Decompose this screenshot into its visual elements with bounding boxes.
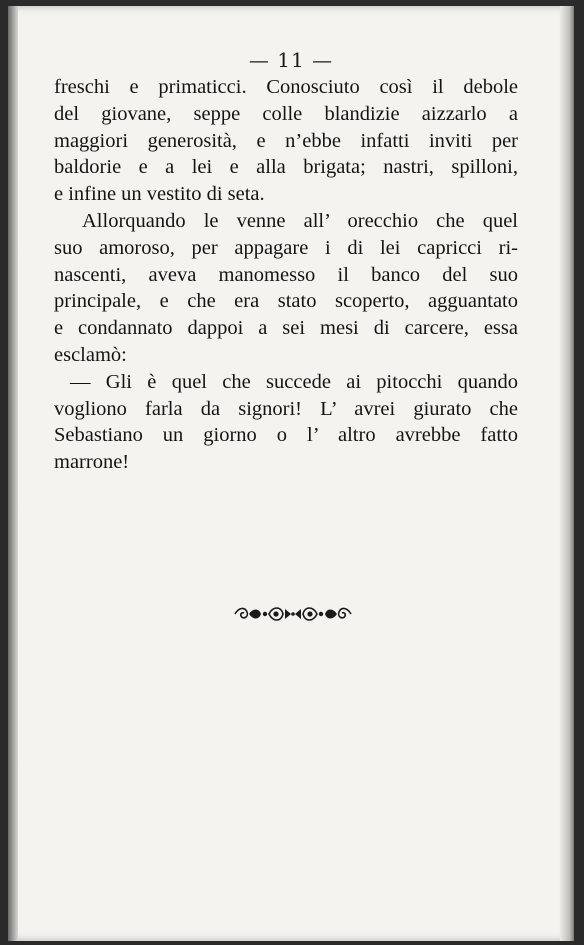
text-line: principale, e che era stato scoperto, agguantato [54, 290, 518, 313]
text-line: marrone! [54, 451, 130, 474]
text-line: esclamò: [54, 343, 127, 366]
floral-ornament-icon [233, 603, 353, 625]
text-line: maggiori generosità, e n’ebbe infatti inviti per [54, 129, 518, 152]
text-line: Sebastiano un giorno o l’ altro avrebbe fatto [54, 424, 518, 447]
text-line: Allorquando le venne all’ orecchio che quel [82, 209, 518, 232]
page-spine-shadow [8, 6, 18, 941]
text-line: e condannato dappoi a sei mesi di carcere, essa [54, 317, 518, 340]
body-text [54, 74, 518, 476]
text-line: baldorie e a lei e alla brigata; nastri, spilloni, [54, 156, 518, 179]
page-number: — 11 — [248, 48, 334, 72]
text-line: nascenti, aveva manomesso il banco del suo [54, 263, 518, 286]
text-line: del giovane, seppe colle blandizie aizzarlo a [54, 102, 518, 125]
book-page [8, 6, 574, 941]
text-line: suo amoroso, per appagare i di lei capricci ri- [54, 236, 518, 259]
page-edge-shadow [560, 6, 574, 941]
text-line: freschi e primaticci. Conosciuto così il debole [54, 76, 518, 98]
text-line: e infine un vestito di seta. [54, 183, 265, 206]
text-line: — Gli è quel che succede ai pitocchi quando [70, 370, 518, 393]
text-line: vogliono farla da signori! L’ avrei giurato che [54, 397, 518, 420]
